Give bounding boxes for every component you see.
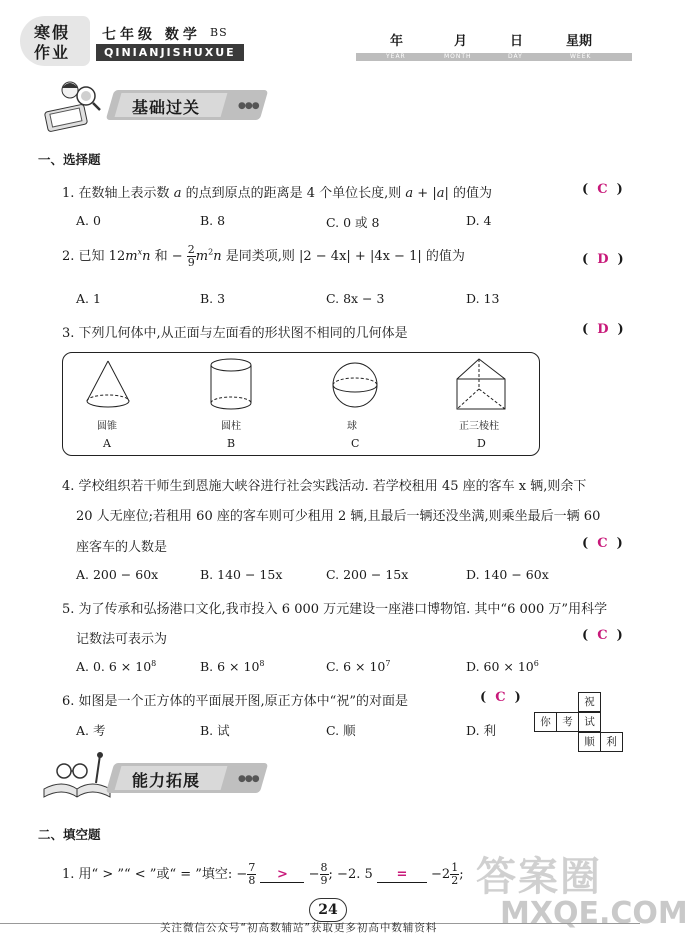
math-expr: a + |a| — [405, 186, 449, 201]
math-var: m — [125, 249, 138, 264]
question-5-line-2: 记数法可表示为 — [76, 632, 168, 647]
net-cell: 试 — [578, 712, 601, 732]
question-5-line-1 — [62, 598, 607, 617]
solid-letter: C — [351, 437, 360, 450]
question-4-line-3: 座客车的人数是 — [76, 540, 168, 555]
numerator: 2 — [187, 243, 195, 256]
book-pinyin: QINIANJISHUXUE — [96, 44, 244, 61]
fraction — [247, 862, 256, 887]
answer-blank-2: = — [377, 867, 427, 883]
watermark-logo: 答案圈 — [476, 854, 602, 900]
page-number: 24 — [309, 898, 347, 922]
option-b: B. 8 — [200, 213, 226, 228]
sphere-icon — [329, 359, 381, 411]
section-title-choice: 一、选择题 — [38, 152, 101, 167]
solid-letter: D — [477, 437, 486, 450]
option-b — [200, 659, 265, 674]
people-icon: ●●● — [238, 101, 259, 111]
option-a: A. 0 — [76, 213, 101, 228]
date-day-en: DAY — [508, 53, 523, 60]
cone-icon — [83, 359, 133, 411]
denominator: 9 — [320, 874, 328, 887]
solid-name: 圆锥 — [97, 421, 117, 432]
option-d: D. 140 − 60x — [466, 567, 549, 582]
stem-text: 已知 12 — [78, 249, 126, 264]
option-exponent: 6 — [533, 659, 539, 668]
stem-text: 的值为 — [452, 186, 492, 201]
banner-title: 基础过关 — [132, 98, 201, 117]
winter-homework-badge — [20, 16, 90, 66]
stem-text: 如图是一个正方体的平面展开图,原正方体中“祝”的对面是 — [78, 694, 408, 709]
net-cell: 利 — [600, 732, 623, 752]
value: −2. 5 — [337, 867, 373, 882]
net-cell: 你 — [534, 712, 557, 732]
option-text: B. 6 × 10 — [200, 659, 260, 675]
question-4-line-2: 20 人无座位;若租用 60 座的客车则可少租用 2 辆,且最后一辆还没坐满,则乘坐最后一辆 60 — [76, 509, 601, 524]
separator: ; — [459, 867, 464, 882]
solid-name: 圆柱 — [221, 421, 241, 432]
option-d: D. 13 — [466, 291, 500, 306]
option-b: B. 3 — [200, 291, 226, 306]
fraction — [187, 244, 196, 269]
date-fields — [356, 30, 632, 58]
math-var: n — [142, 249, 151, 264]
math-var: m — [195, 249, 209, 264]
answer-bracket: ( D ) — [582, 252, 624, 267]
stem-text: 用“ > ”“ < ”或“ = ”填空: — [78, 867, 233, 882]
option-d: D. 4 — [466, 213, 492, 228]
net-cell: 考 — [556, 712, 579, 732]
student-with-magnifier-icon — [40, 76, 114, 132]
cylinder-icon — [207, 357, 255, 413]
section-banner-advanced — [40, 763, 270, 793]
question-6-stem — [62, 690, 408, 709]
stem-text: 为了传承和弘扬港口文化,我市投入 6 000 万元建设一座港口博物馆. 其中“6 000 万”用科学 — [78, 602, 608, 617]
section-banner-basic — [40, 90, 270, 120]
answer-letter: C — [495, 690, 506, 705]
answer-blank-1: > — [260, 867, 304, 883]
fraction — [320, 862, 329, 887]
answer-letter: C — [597, 182, 608, 197]
stem-text: 下列几何体中,从正面与左面看的形状图不相同的几何体是 — [78, 326, 408, 341]
answer-bracket: ( C ) — [582, 536, 623, 551]
option-a: A. 考 — [76, 723, 106, 738]
section-title-fill: 二、填空题 — [38, 827, 101, 842]
date-month-label: 月 — [454, 34, 468, 49]
question-number: 1. — [62, 186, 75, 201]
math-var: a — [173, 186, 182, 201]
cube-net-figure — [534, 692, 634, 782]
watermark-url: MXQE.COM — [500, 896, 688, 931]
option-text: C. 6 × 10 — [326, 659, 386, 675]
question-number: 6. — [62, 694, 75, 709]
people-icon: ●●● — [238, 774, 259, 784]
fill-question-1 — [62, 862, 464, 887]
fraction — [450, 862, 459, 887]
option-c: C. 200 − 15x — [326, 567, 409, 582]
denominator: 9 — [187, 256, 195, 269]
date-day-label: 日 — [510, 34, 524, 49]
numerator: 1 — [451, 861, 459, 874]
stem-text: 在数轴上表示数 — [78, 186, 170, 201]
option-exponent: 7 — [385, 659, 391, 668]
book-edition: BS — [210, 26, 228, 39]
answer-letter: C — [597, 536, 608, 551]
solid-name: 球 — [347, 421, 357, 432]
open-book-icon — [40, 749, 114, 805]
option-c — [326, 659, 390, 674]
stem-text: 是同类项,则 |2 − 4x| + |4x − 1| 的值为 — [225, 249, 465, 264]
option-c: C. 顺 — [326, 723, 356, 738]
option-b: B. 140 − 15x — [200, 567, 283, 582]
math-exponent: 2 — [208, 247, 214, 257]
solid-name: 正三棱柱 — [459, 421, 499, 432]
option-d — [466, 659, 539, 674]
question-2-stem — [62, 244, 465, 269]
answer-bracket: ( C ) — [480, 690, 521, 705]
question-number: 1. — [62, 867, 75, 882]
date-week-en: WEEK — [570, 53, 592, 60]
question-3-stem — [62, 322, 408, 341]
minus-sign: − — [171, 249, 183, 264]
math-exponent: x — [137, 247, 143, 257]
badge-line-2: 作业 — [34, 43, 71, 62]
option-exponent: 8 — [151, 659, 157, 668]
numerator: 8 — [320, 861, 328, 874]
numerator: 7 — [248, 861, 256, 874]
answer-bracket: ( C ) — [582, 628, 623, 643]
date-year-label: 年 — [390, 34, 404, 49]
answer-bracket: ( D ) — [582, 322, 624, 337]
badge-line-1: 寒假 — [34, 23, 71, 42]
solid-letter: B — [227, 437, 236, 450]
book-title: 七年级 数学 — [102, 27, 201, 43]
question-1-stem — [62, 182, 492, 201]
stem-text: 学校组织若干师生到恩施大峡谷进行社会实践活动. 若学校租用 45 座的客车 x 辆,则余下 — [78, 479, 587, 494]
footer-note: 关注微信公众号“初高数辅站”获取更多初高中数辅资料 — [160, 922, 438, 934]
date-week-label: 星期 — [566, 34, 593, 49]
net-cell: 祝 — [578, 692, 601, 712]
option-c: C. 8x − 3 — [326, 291, 385, 306]
stem-text: 和 — [154, 249, 168, 264]
date-year-en: YEAR — [386, 53, 406, 60]
option-a: A. 1 — [76, 291, 101, 306]
date-month-en: MONTH — [444, 53, 472, 60]
net-cell: 顺 — [578, 732, 601, 752]
triangular-prism-icon — [453, 355, 511, 413]
question-number: 4. — [62, 479, 75, 494]
math-var: n — [213, 249, 222, 264]
question-number: 3. — [62, 326, 75, 341]
question-4-line-1 — [62, 475, 586, 494]
banner-title: 能力拓展 — [132, 771, 201, 790]
answer-letter: D — [597, 322, 609, 337]
minus-sign: − — [236, 867, 248, 882]
answer-letter: C — [597, 628, 608, 643]
option-c: C. 0 或 8 — [326, 215, 380, 230]
option-a — [76, 659, 156, 674]
solid-letter: A — [103, 437, 111, 450]
answer-letter: D — [597, 252, 609, 267]
stem-text: 的点到原点的距离是 4 个单位长度,则 — [185, 186, 402, 201]
denominator: 2 — [451, 874, 459, 887]
geometric-solids-figure — [62, 352, 540, 456]
option-text: D. 60 × 10 — [466, 659, 534, 675]
separator: ; — [328, 867, 333, 882]
option-exponent: 8 — [259, 659, 265, 668]
question-number: 2. — [62, 249, 75, 264]
denominator: 8 — [248, 874, 256, 887]
option-d: D. 利 — [466, 723, 497, 738]
option-b: B. 试 — [200, 723, 230, 738]
option-text: A. 0. 6 × 10 — [76, 659, 152, 675]
option-a: A. 200 − 60x — [76, 567, 159, 582]
minus-sign: − — [308, 867, 320, 882]
answer-bracket: ( C ) — [582, 182, 623, 197]
question-number: 5. — [62, 602, 75, 617]
value: −2 — [431, 867, 451, 882]
